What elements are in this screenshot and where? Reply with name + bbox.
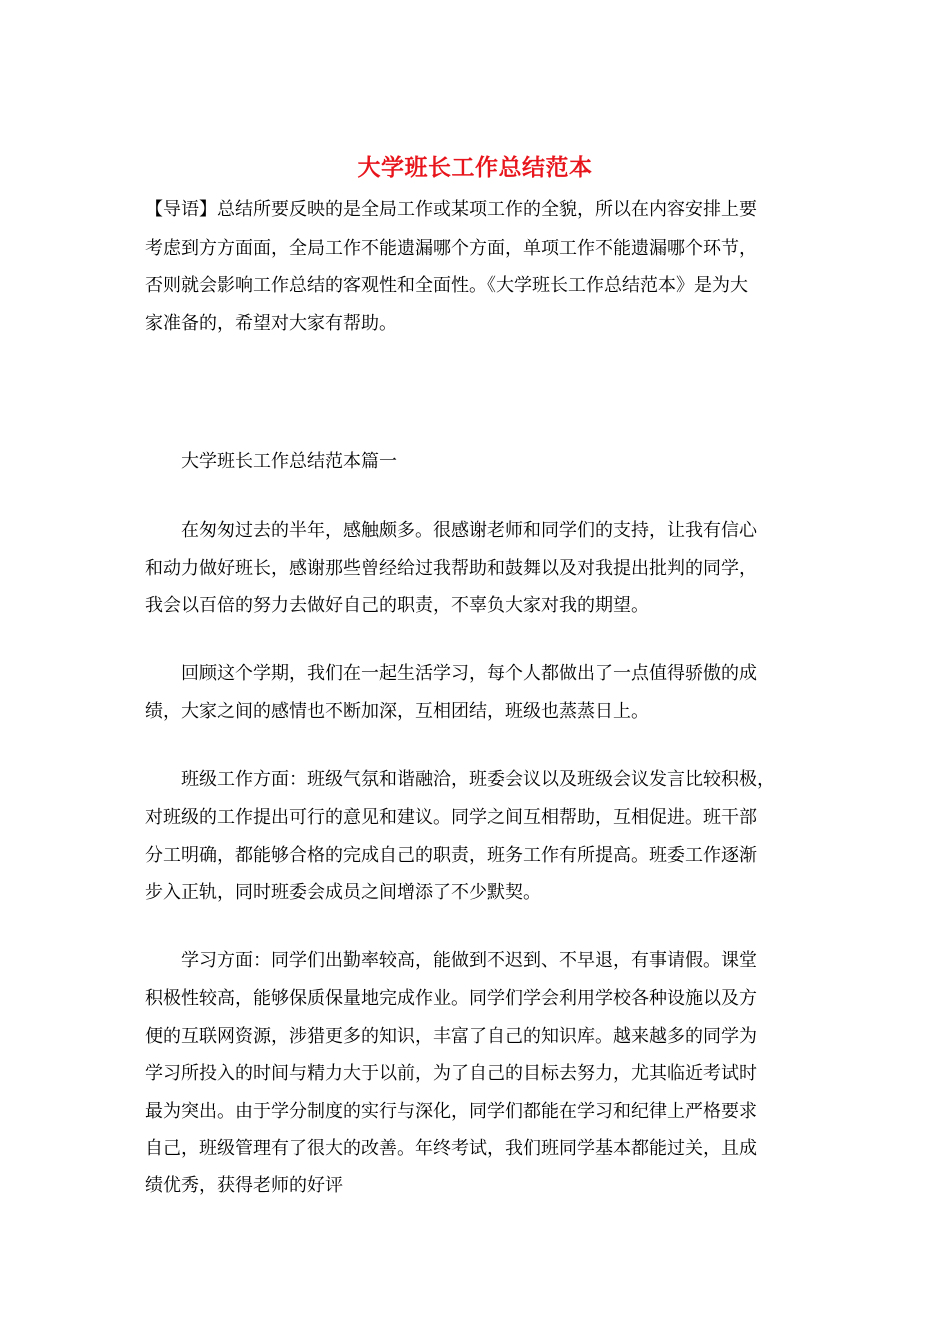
paragraph-line: 绩优秀，获得老师的好评 xyxy=(145,1175,343,1196)
intro-line: 【导语】总结所要反映的是全局工作或某项工作的全貌，所以在内容安排上要 xyxy=(145,199,757,220)
paragraph-line: 积极性较高，能够保质保量地完成作业。同学们学会利用学校各种设施以及方 xyxy=(145,988,757,1009)
paragraph-line: 我会以百倍的努力去做好自己的职责，不辜负大家对我的期望。 xyxy=(145,595,649,616)
paragraph-line: 回顾这个学期，我们在一起生活学习，每个人都做出了一点值得骄傲的成 xyxy=(181,663,757,684)
paragraph-line: 班级工作方面：班级气氛和谐融洽，班委会议以及班级会议发言比较积极， xyxy=(181,769,775,790)
paragraph-line: 学习所投入的时间与精力大于以前，为了自己的目标去努力，尤其临近考试时 xyxy=(145,1063,757,1084)
section-heading: 大学班长工作总结范本篇一 xyxy=(181,451,397,472)
paragraph-line: 在匆匆过去的半年，感触颇多。很感谢老师和同学们的支持，让我有信心 xyxy=(181,520,757,541)
paragraph-line: 对班级的工作提出可行的意见和建议。同学之间互相帮助，互相促进。班干部 xyxy=(145,807,757,828)
paragraph-line: 步入正轨，同时班委会成员之间增添了不少默契。 xyxy=(145,882,541,903)
paragraph-line: 便的互联网资源，涉猎更多的知识，丰富了自己的知识库。越来越多的同学为 xyxy=(145,1026,757,1047)
paragraph-line: 绩，大家之间的感情也不断加深，互相团结，班级也蒸蒸日上。 xyxy=(145,701,649,722)
paragraph-line: 学习方面：同学们出勤率较高，能做到不迟到、不早退，有事请假。课堂 xyxy=(181,950,757,971)
paragraph-line: 分工明确，都能够合格的完成自己的职责，班务工作有所提高。班委工作逐渐 xyxy=(145,845,757,866)
intro-line: 否则就会影响工作总结的客观性和全面性。《大学班长工作总结范本》是为大 xyxy=(145,275,748,296)
document-title: 大学班长工作总结范本 xyxy=(357,154,593,181)
paragraph-line: 和动力做好班长，感谢那些曾经给过我帮助和鼓舞以及对我提出批判的同学， xyxy=(145,558,757,579)
paragraph-line: 自己，班级管理有了很大的改善。年终考试，我们班同学基本都能过关，且成 xyxy=(145,1138,757,1159)
paragraph-line: 最为突出。由于学分制度的实行与深化，同学们都能在学习和纪律上严格要求 xyxy=(145,1101,757,1122)
intro-line: 考虑到方方面面，全局工作不能遗漏哪个方面，单项工作不能遗漏哪个环节， xyxy=(145,238,757,259)
intro-line: 家准备的，希望对大家有帮助。 xyxy=(145,313,397,334)
